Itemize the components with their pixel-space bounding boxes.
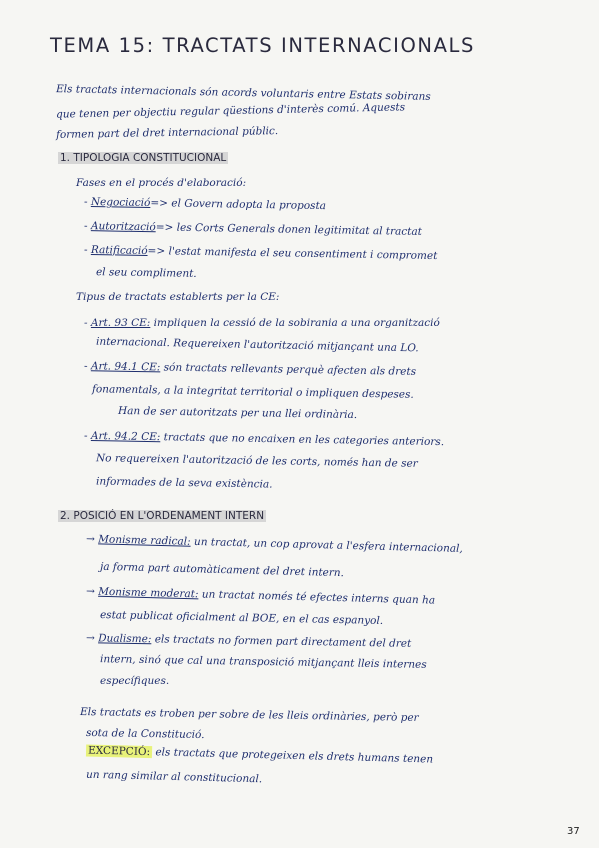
page-number: 37: [567, 826, 580, 837]
article-term: Art. 93 CE:: [90, 317, 151, 329]
article-line: són tractats rellevants perquè afecten als drets: [163, 361, 417, 378]
fase-item: - Ratificació=> l'estat manifesta el seu consentiment i compromet: [83, 243, 438, 263]
fase-term: Autorització: [90, 220, 156, 234]
intro-line-3: formen part del dret internacional públic.: [55, 125, 279, 141]
article-term: Art. 94.2 CE:: [90, 429, 161, 444]
closing-line-2: sota de la Constitució.: [85, 726, 205, 742]
article-term: Art. 94.1 CE:: [90, 360, 161, 374]
article-line: No requereixen l'autorització de les corts, només han de ser: [95, 452, 418, 470]
fase-term: Ratificació: [90, 244, 148, 258]
exception-line-2: un rang similar al constitucional.: [85, 768, 263, 786]
position-line: els tractats no formen part directament del dret: [154, 633, 412, 650]
position-item: → Monisme radical: un tractat, un cop aprovat a l'esfera internacional,: [85, 533, 463, 555]
fase-text: => el Govern adopta la proposta: [150, 197, 327, 213]
position-line: un tractat, un cop aprovat a l'esfera internacional,: [193, 535, 463, 555]
fase-item: - Negociació=> el Govern adopta la proposta: [83, 195, 327, 213]
article-item: - Art. 93 CE: impliquen la cessió de la sobirania a una organització: [84, 317, 440, 329]
position-line: específiques.: [100, 675, 170, 687]
page-title: TEMA 15: TRACTATS INTERNACIONALS: [50, 34, 475, 57]
position-item: → Monisme moderat: un tractat només té efectes interns quan ha: [85, 585, 436, 607]
position-line: intern, sinó que cal una transposició mitjançant lleis internes: [99, 653, 427, 671]
closing-line-1: Els tractats es troben per sobre de les lleis ordinàries, però per: [79, 706, 419, 724]
position-line: un tractat només té efectes interns quan ha: [201, 588, 436, 607]
article-line: fonamentals, a la integritat territorial o impliquen despeses.: [91, 383, 414, 401]
article-line: tractats que no encaixen en les categories anteriors.: [163, 431, 445, 449]
fase-term: Negociació: [90, 196, 151, 210]
fase-text: => l'estat manifesta el seu consentiment i compromet: [147, 245, 438, 263]
exception-text: els tractats que protegeixen els drets humans tenen: [155, 746, 434, 766]
position-term: Monisme radical:: [98, 533, 191, 548]
exception-line: [86, 743, 433, 766]
exception-label: EXCEPCIÓ:: [87, 744, 151, 759]
position-line: ja forma part automàticament del dret intern.: [99, 560, 345, 580]
article-line: impliquen la cessió de la sobirania a una organització: [153, 317, 440, 329]
intro-line-1: Els tractats internacionals són acords voluntaris entre Estats sobirans: [55, 83, 431, 103]
position-item: → Dualisme: els tractats no formen part directament del dret: [85, 632, 412, 650]
position-term: Dualisme:: [98, 632, 152, 646]
fase-continuation: el seu compliment.: [95, 266, 197, 280]
article-line: internacional. Requereixen l'autorització mitjançant una LO.: [95, 335, 419, 355]
tipus-intro: Tipus de tractats establerts per la CE:: [76, 291, 280, 303]
fase-item: - Autorització=> les Corts Generals donen legitimitat al tractat: [83, 220, 423, 238]
section-2-heading: [58, 510, 266, 522]
article-item: - Art. 94.2 CE: tractats que no encaixen en les categories anteriors.: [83, 429, 445, 449]
fase-text: => les Corts Generals donen legitimitat al tractat: [155, 221, 423, 238]
section-1-heading-text: 1. TIPOLOGIA CONSTITUCIONAL: [60, 152, 227, 164]
fases-intro: Fases en el procés d'elaboració:: [76, 177, 247, 189]
intro-line-2: que tenen per objectiu regular qüestions d'interès comú. Aquests: [55, 101, 406, 121]
article-line: informades de la seva existència.: [95, 475, 273, 491]
article-item: - Art. 94.1 CE: són tractats rellevants perquè afecten als drets: [83, 360, 417, 378]
section-1-heading: [58, 152, 228, 164]
section-2-heading-text: 2. POSICIÓ EN L'ORDENAMENT INTERN: [60, 510, 265, 522]
position-term: Monisme moderat:: [98, 585, 199, 601]
article-line: Han de ser autoritzats per una llei ordinària.: [117, 404, 358, 422]
position-line: estat publicat oficialment al BOE, en el cas espanyol.: [99, 609, 384, 627]
